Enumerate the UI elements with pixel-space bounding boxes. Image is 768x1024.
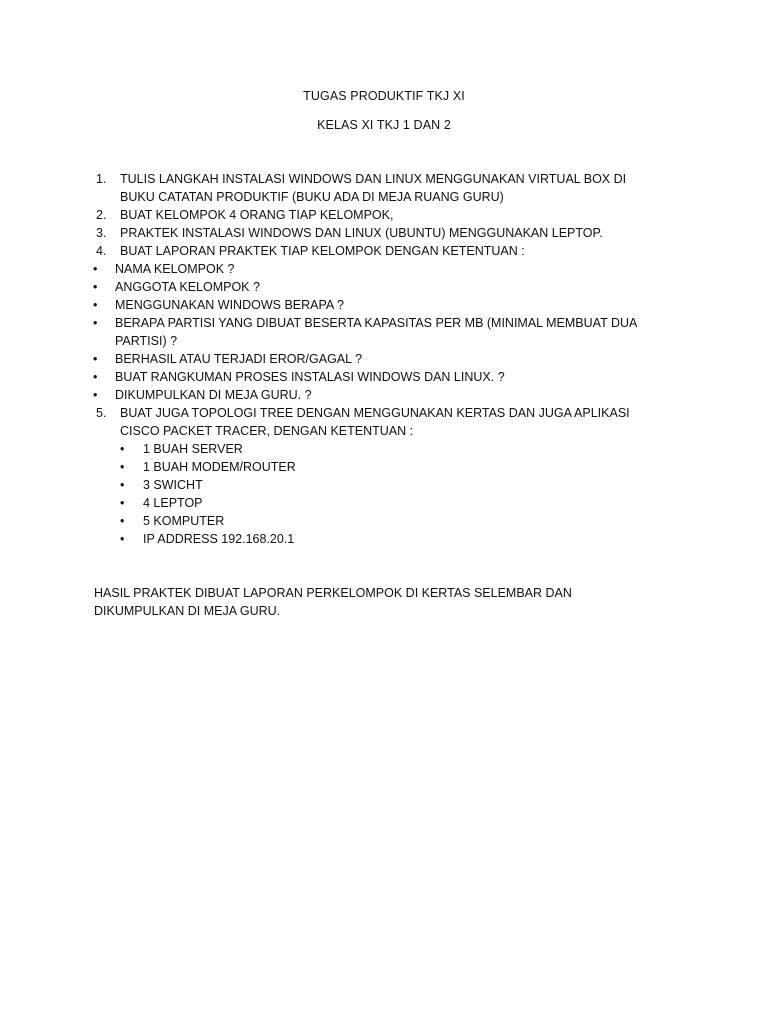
closing-note: HASIL PRAKTEK DIBUAT LAPORAN PERKELOMPOK DI KERTAS SELEMBAR DAN DIKUMPULKAN DI MEJA GURU.	[94, 586, 572, 618]
bullet-icon: •	[120, 460, 125, 474]
bullet-item	[72, 350, 656, 368]
bullet-icon: •	[93, 352, 98, 366]
bullet-icon: •	[93, 280, 98, 294]
bullet-icon: •	[93, 298, 98, 312]
task-number: 1.	[96, 172, 107, 186]
task-item-2	[96, 206, 656, 224]
bullet-text: DIKUMPULKAN DI MEJA GURU. ?	[115, 388, 312, 402]
bullet-text: BERHASIL ATAU TERJADI EROR/GAGAL ?	[115, 352, 363, 366]
task-number: 3.	[96, 226, 107, 240]
task-text: BUAT LAPORAN PRAKTEK TIAP KELOMPOK DENGAN KETENTUAN :	[120, 244, 525, 258]
task-text: PRAKTEK INSTALASI WINDOWS DAN LINUX (UBUNTU) MENGGUNAKAN LEPTOP.	[120, 226, 603, 240]
bullet-item	[72, 314, 656, 350]
bullet-item	[72, 296, 656, 314]
bullet-item	[72, 512, 656, 530]
document-subtitle: KELAS XI TKJ 1 DAN 2	[317, 118, 451, 132]
bullet-item	[72, 440, 656, 458]
bullet-text: 3 SWICHT	[143, 478, 203, 492]
bullet-text: ANGGOTA KELOMPOK ?	[115, 280, 260, 294]
bullet-text: MENGGUNAKAN WINDOWS BERAPA ?	[115, 298, 344, 312]
bullet-item	[72, 278, 656, 296]
bullet-text: IP ADDRESS 192.168.20.1	[143, 532, 295, 546]
bullet-icon: •	[93, 388, 98, 402]
task-text: BUAT JUGA TOPOLOGI TREE DENGAN MENGGUNAKAN KERTAS DAN JUGA APLIKASI CISCO PACKET TRACER, DENGAN KETENTUAN :	[120, 406, 630, 438]
bullet-item	[72, 494, 656, 512]
task-5-bullets	[72, 440, 656, 548]
task-number: 4.	[96, 244, 107, 258]
bullet-icon: •	[120, 514, 125, 528]
task-text: BUAT KELOMPOK 4 ORANG TIAP KELOMPOK,	[120, 208, 394, 222]
bullet-icon: •	[93, 316, 98, 330]
task-text: TULIS LANGKAH INSTALASI WINDOWS DAN LINUX MENGGUNAKAN VIRTUAL BOX DI BUKU CATATAN PRODUKTIF (BUKU ADA DI MEJA RUANG GURU)	[120, 172, 627, 204]
bullet-text: BUAT RANGKUMAN PROSES INSTALASI WINDOWS DAN LINUX. ?	[115, 370, 505, 384]
task-item-4	[96, 242, 656, 260]
document-title: TUGAS PRODUKTIF TKJ XI	[303, 89, 465, 103]
bullet-text: 5 KOMPUTER	[143, 514, 225, 528]
bullet-text: 1 BUAH SERVER	[143, 442, 243, 456]
bullet-item	[72, 458, 656, 476]
bullet-text: NAMA KELOMPOK ?	[115, 262, 235, 276]
task-item-3	[96, 224, 656, 242]
bullet-item	[72, 260, 656, 278]
bullet-item	[72, 368, 656, 386]
bullet-text: 4 LEPTOP	[143, 496, 203, 510]
bullet-icon: •	[120, 496, 125, 510]
bullet-icon: •	[93, 262, 98, 276]
bullet-item	[72, 386, 656, 404]
task-4-bullets	[72, 260, 656, 404]
bullet-icon: •	[120, 478, 125, 492]
bullet-icon: •	[120, 442, 125, 456]
bullet-item	[72, 476, 656, 494]
bullet-item	[72, 530, 656, 548]
bullet-text: BERAPA PARTISI YANG DIBUAT BESERTA KAPASITAS PER MB (MINIMAL MEMBUAT DUA PARTISI) ?	[115, 316, 637, 348]
task-item-1	[96, 170, 656, 206]
task-list	[93, 170, 656, 548]
task-4-bullets-container	[72, 260, 656, 404]
task-item-5	[96, 404, 656, 440]
bullet-icon: •	[120, 532, 125, 546]
bullet-icon: •	[93, 370, 98, 384]
task-number: 5.	[96, 406, 107, 420]
task-number: 2.	[96, 208, 107, 222]
task-5-bullets-container	[72, 440, 656, 548]
bullet-text: 1 BUAH MODEM/ROUTER	[143, 460, 296, 474]
